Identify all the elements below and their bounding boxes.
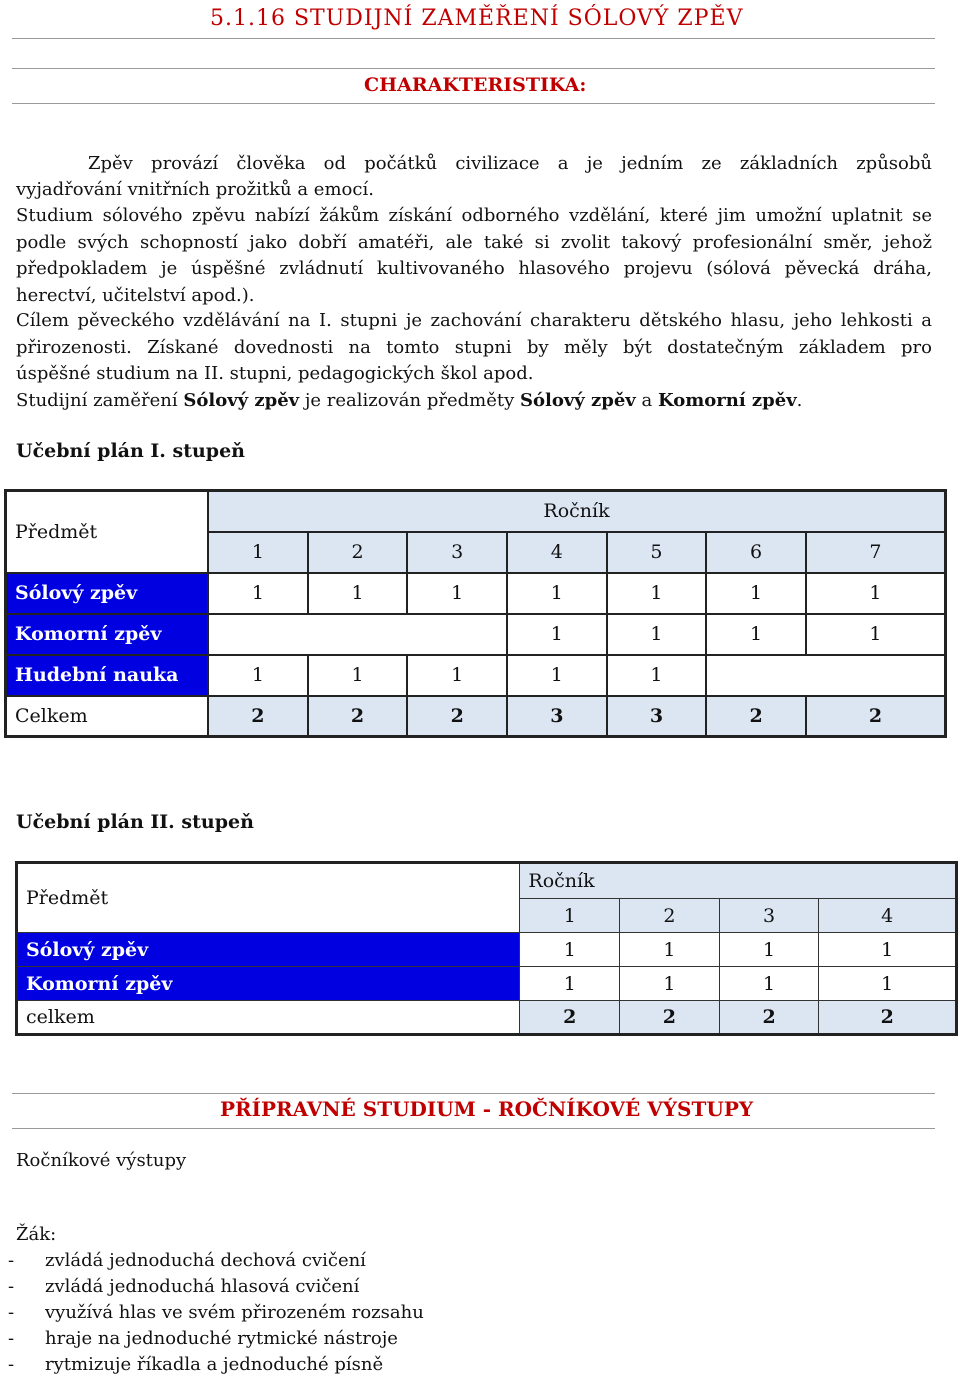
pupil-label: Žák: — [16, 1224, 57, 1245]
intro-line-2: vyjadřování vnitřních prožitků a emocí. — [16, 179, 374, 200]
value-cell: 1 — [607, 655, 707, 696]
subject-header: Předmět — [17, 863, 520, 933]
value-cell: 1 — [407, 655, 507, 696]
text: Studijní zaměření — [16, 390, 184, 411]
value-cell: 1 — [520, 933, 620, 967]
text: . — [796, 390, 803, 411]
list-item: - rytmizuje říkadla a jednoduché písně — [8, 1354, 384, 1375]
grade-header: Ročník — [520, 863, 957, 899]
subjects-sentence — [16, 388, 932, 414]
total-label: celkem — [17, 1001, 520, 1035]
bold-text: Komorní zpěv — [657, 390, 797, 411]
text: je realizován předměty — [299, 390, 520, 411]
value-cell: 1 — [507, 573, 607, 614]
list-item-text: zvládá jednoduchá hlasová cvičení — [45, 1276, 360, 1297]
table-row — [17, 933, 957, 967]
total-label: Celkem — [6, 696, 209, 737]
list-item: - využívá hlas ve svém přirozeném rozsahu — [8, 1302, 424, 1323]
divider — [12, 103, 935, 104]
grade-header: Ročník — [208, 491, 945, 532]
value-cell: 1 — [208, 573, 308, 614]
total-cell: 3 — [607, 696, 707, 737]
total-cell: 2 — [706, 696, 806, 737]
value-cell: 1 — [620, 933, 720, 967]
divider — [12, 68, 935, 69]
table-row — [6, 573, 946, 614]
subject-cell: Sólový zpěv — [6, 573, 209, 614]
divider — [12, 1093, 935, 1094]
table-row — [17, 1001, 957, 1035]
total-cell: 2 — [520, 1001, 620, 1035]
divider — [12, 38, 935, 39]
total-cell: 2 — [208, 696, 308, 737]
value-cell: 1 — [819, 933, 957, 967]
outputs-label: Ročníkové výstupy — [16, 1150, 187, 1171]
list-item-text: hraje na jednoduché rytmické nástroje — [45, 1328, 398, 1349]
total-cell: 2 — [819, 1001, 957, 1035]
value-cell: 1 — [208, 655, 308, 696]
table-row — [6, 655, 946, 696]
value-cell: 1 — [620, 967, 720, 1001]
grade-cell: 1 — [208, 532, 308, 573]
grade-cell: 6 — [706, 532, 806, 573]
value-cell: 1 — [407, 573, 507, 614]
grade-cell: 3 — [719, 899, 819, 933]
text: a — [635, 390, 658, 411]
paragraph-line: Cílem pěveckého vzdělávání na I. stupni je zachování charakteru dětského hlasu, jeho lehkosti a — [16, 310, 932, 331]
value-cell: 1 — [607, 573, 707, 614]
total-cell: 2 — [806, 696, 946, 737]
value-cell: 1 — [719, 933, 819, 967]
paragraph-line: podle svých schopností jako dobří amatéři, ale také si zvolit takový profesionální směr, jehož — [16, 232, 932, 253]
value-cell: 1 — [308, 573, 408, 614]
grade-cell: 4 — [819, 899, 957, 933]
value-cell: 1 — [806, 573, 946, 614]
table-row — [6, 614, 946, 655]
value-cell: 1 — [507, 655, 607, 696]
subject-cell: Sólový zpěv — [17, 933, 520, 967]
value-cell: 1 — [819, 967, 957, 1001]
list-item-text: rytmizuje říkadla a jednoduché písně — [45, 1354, 384, 1375]
total-cell: 2 — [719, 1001, 819, 1035]
list-item: - hraje na jednoduché rytmické nástroje — [8, 1328, 398, 1349]
total-cell: 3 — [507, 696, 607, 737]
grade-cell: 4 — [507, 532, 607, 573]
characteristics-heading: CHARAKTERISTIKA: — [364, 74, 587, 96]
paragraph-line: herectví, učitelství apod.). — [16, 285, 255, 306]
value-cell: 1 — [706, 573, 806, 614]
divider — [12, 1128, 935, 1129]
plan2-title: Učební plán II. stupeň — [16, 811, 254, 833]
subject-cell: Komorní zpěv — [6, 614, 209, 655]
list-item: - zvládá jednoduchá hlasová cvičení — [8, 1276, 360, 1297]
intro-line-1: Zpěv provází člověka od počátků civilizace a je jedním ze základních způsobů — [88, 153, 932, 174]
table-row — [6, 696, 946, 737]
list-item-text: využívá hlas ve svém přirozeném rozsahu — [45, 1302, 424, 1323]
table-row — [17, 967, 957, 1001]
paragraph-line: Studium sólového zpěvu nabízí žákům získání odborného vzdělání, které jim umožní uplatnit se — [16, 205, 932, 226]
subject-header: Předmět — [6, 491, 209, 573]
plan1-title: Učební plán I. stupeň — [16, 440, 245, 462]
bold-text: Sólový zpěv — [520, 390, 636, 411]
grade-cell: 3 — [407, 532, 507, 573]
grade-cell: 1 — [520, 899, 620, 933]
grade-cell: 2 — [620, 899, 720, 933]
value-cell: 1 — [719, 967, 819, 1001]
value-cell — [208, 614, 507, 655]
value-cell: 1 — [806, 614, 946, 655]
total-cell: 2 — [308, 696, 408, 737]
grade-cell: 7 — [806, 532, 946, 573]
prep-heading: PŘÍPRAVNÉ STUDIUM - ROČNÍKOVÉ VÝSTUPY — [220, 1097, 754, 1121]
list-item-text: zvládá jednoduchá dechová cvičení — [45, 1250, 366, 1271]
subject-cell: Komorní zpěv — [17, 967, 520, 1001]
paragraph-line: přirozenosti. Získané dovednosti na tomto stupni by měly být dostatečným základem pro — [16, 337, 932, 358]
total-cell: 2 — [620, 1001, 720, 1035]
value-cell: 1 — [308, 655, 408, 696]
value-cell: 1 — [706, 614, 806, 655]
value-cell — [706, 655, 945, 696]
section-heading: 5.1.16 STUDIJNÍ ZAMĚŘENÍ SÓLOVÝ ZPĚV — [210, 6, 744, 31]
plan2-table — [15, 861, 958, 1036]
list-item: - zvládá jednoduchá dechová cvičení — [8, 1250, 366, 1271]
value-cell: 1 — [607, 614, 707, 655]
paragraph-line: předpokladem je úspěšné zvládnutí kultivovaného hlasového projevu (sólová pěvecká dráha, — [16, 258, 932, 279]
total-cell: 2 — [407, 696, 507, 737]
value-cell: 1 — [520, 967, 620, 1001]
grade-cell: 2 — [308, 532, 408, 573]
grade-cell: 5 — [607, 532, 707, 573]
plan1-table — [4, 489, 947, 738]
bold-text: Sólový zpěv — [183, 390, 300, 411]
value-cell: 1 — [507, 614, 607, 655]
subject-cell: Hudební nauka — [6, 655, 209, 696]
paragraph-line: úspěšné studium na II. stupni, pedagogických škol apod. — [16, 363, 534, 384]
